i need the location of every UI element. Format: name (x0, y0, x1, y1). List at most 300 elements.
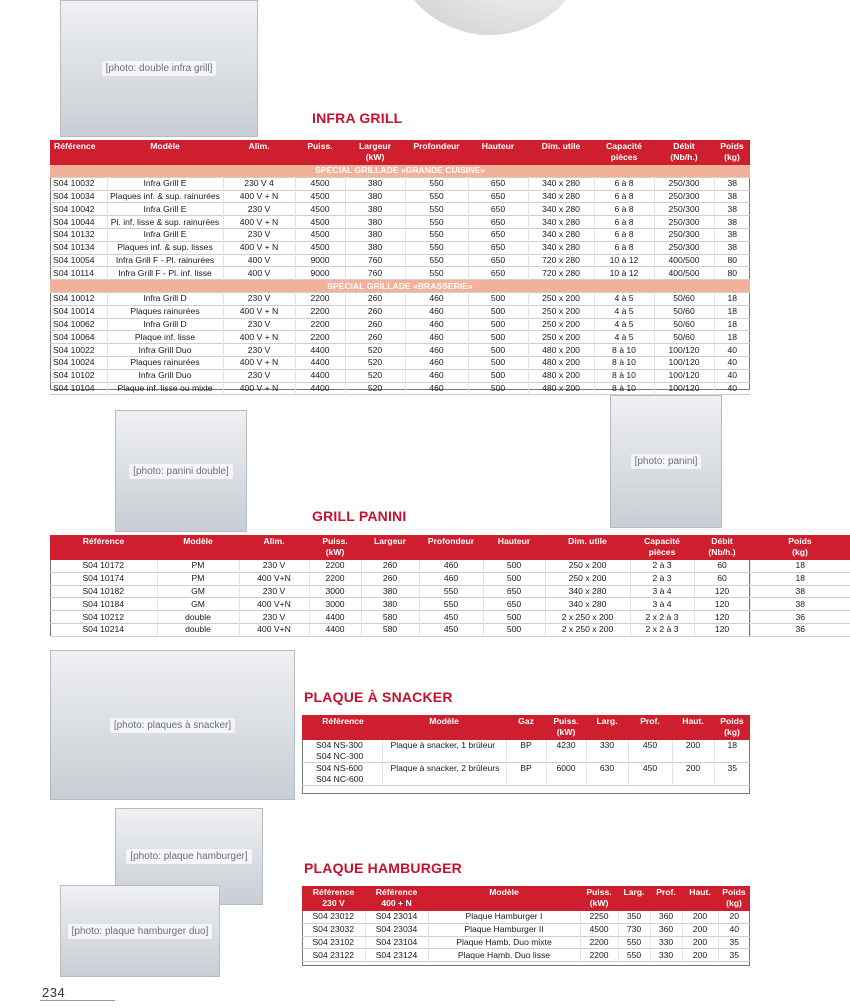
grill-panini-header-cell: Profondeur (419, 535, 483, 560)
grill-panini-cell: 2 à 3 (630, 572, 694, 585)
section-title-plaque-hamburger: PLAQUE HAMBURGER (304, 860, 462, 876)
page-number: 234 (42, 985, 66, 1000)
infra-grill-row (50, 369, 750, 382)
infra-grill-cell: 500 (468, 305, 528, 318)
plaque-snacker-reference: S04 NS-300 (316, 740, 363, 750)
grill-panini-cell: 250 x 200 (545, 572, 630, 585)
grill-panini-cell: 60 (694, 560, 750, 572)
photo-plaque-snacker: [photo: plaques à snacker] (50, 650, 295, 800)
infra-grill-row (50, 318, 750, 331)
infra-grill-cell: 480 x 200 (528, 369, 594, 382)
grill-panini-cell: 550 (419, 598, 483, 611)
infra-grill-cell: 340 x 280 (528, 177, 594, 190)
plaque-snacker-cell: 4230 (546, 740, 586, 763)
infra-grill-cell: 4400 (295, 369, 345, 382)
infra-grill-cell: 480 x 200 (528, 344, 594, 357)
plaque-snacker-ref-cell (302, 740, 382, 763)
infra-grill-cell: 650 (468, 203, 528, 216)
infra-grill-cell: 38 (727, 203, 738, 214)
infra-grill-cell: 4500 (295, 190, 345, 203)
infra-grill-cell: 230 V (223, 344, 295, 357)
plaque-hamburger-cell: 4500 (580, 923, 618, 936)
grill-panini-cell: 400 V+N (239, 598, 309, 611)
infra-grill-cell: 250 x 200 (528, 292, 594, 305)
infra-grill-cell: Plaque inf. lisse ou mixte (107, 382, 223, 395)
plaque-hamburger-cell: 550 (618, 949, 650, 962)
infra-grill-cell: 4 à 5 (594, 292, 654, 305)
plaque-snacker-model-cell: Plaque à snacker, 1 brûleur (382, 740, 506, 763)
plaque-snacker-cell: 200 (672, 763, 714, 786)
plaque-hamburger-header-cell: Modèle (428, 886, 580, 911)
plaque-hamburger-cell: 20 (729, 911, 740, 922)
plaque-hamburger-cell: 200 (682, 923, 718, 936)
infra-grill-cell: S04 10034 (50, 190, 107, 203)
subheader-brasserie (50, 280, 750, 293)
infra-grill-cell: 250/300 (654, 177, 714, 190)
infra-grill-cell: 40 (727, 357, 738, 368)
plaque-hamburger-row (302, 911, 750, 923)
grill-panini-header-cell: Débit (Nb/h.) (694, 535, 750, 560)
infra-grill-row (50, 216, 750, 229)
infra-grill-cell: 6 à 8 (594, 190, 654, 203)
infra-grill-cell: 340 x 280 (528, 228, 594, 241)
grill-panini-cell: S04 10182 (50, 585, 157, 598)
plaque-hamburger-cell: S04 23012 (302, 911, 365, 923)
infra-grill-cell: Plaque inf. lisse (107, 331, 223, 344)
infra-grill-cell: 650 (468, 228, 528, 241)
plaque-snacker-cell: 330 (586, 740, 628, 763)
infra-grill-cell: 9000 (295, 254, 345, 267)
infra-grill-cell: S04 10044 (50, 216, 107, 229)
infra-grill-cell: 720 x 280 (528, 267, 594, 280)
infra-grill-cell: 50/60 (654, 318, 714, 331)
infra-grill-row (50, 382, 750, 395)
infra-grill-cell: S04 10022 (50, 344, 107, 357)
grill-panini-cell: 2200 (309, 572, 361, 585)
plaque-hamburger-row (302, 949, 750, 962)
infra-grill-cell: 80 (727, 267, 738, 278)
infra-grill-cell: 6 à 8 (594, 203, 654, 216)
infra-grill-cell: 230 V (223, 203, 295, 216)
infra-grill-cell: 250/300 (654, 228, 714, 241)
grill-panini-cell: 120 (694, 623, 750, 636)
plaque-snacker-cell: 18 (727, 740, 738, 750)
grill-panini-cell: 400 V+N (239, 572, 309, 585)
infra-grill-cell: 4500 (295, 216, 345, 229)
plaque-snacker-table-header (302, 715, 750, 740)
plaque-snacker-model-cell: Plaque à snacker, 2 brûleurs (382, 763, 506, 786)
grill-panini-cell: 580 (361, 611, 419, 624)
infra-grill-cell: 18 (727, 331, 738, 342)
grill-panini-cell: 400 V+N (239, 623, 309, 636)
infra-grill-cell: Infra Grill F - Pl. rainurées (107, 254, 223, 267)
infra-grill-cell: 520 (345, 382, 405, 395)
infra-grill-cell: Infra Grill E (107, 177, 223, 190)
infra-grill-row (50, 331, 750, 344)
plaque-snacker-header-cell: Puiss. (kW) (546, 715, 586, 740)
plaque-hamburger-cell: 2200 (580, 936, 618, 949)
infra-grill-header-cell: Référence (50, 140, 107, 165)
infra-grill-cell: 500 (468, 382, 528, 395)
infra-grill-cell: 400/500 (654, 254, 714, 267)
plaque-snacker-header-cell: Haut. (672, 715, 714, 740)
plaque-hamburger-cell: 330 (650, 936, 682, 949)
grill-panini-row (50, 598, 850, 611)
infra-grill-cell: 460 (405, 305, 468, 318)
infra-grill-cell: 250/300 (654, 216, 714, 229)
infra-grill-header-cell: Poids (kg) (714, 140, 750, 165)
infra-grill-cell: 10 à 12 (594, 254, 654, 267)
section-title-plaque-snacker: PLAQUE À SNACKER (304, 689, 453, 705)
grill-panini-cell: S04 10184 (50, 598, 157, 611)
plaque-hamburger-header-cell: Référence 230 V (302, 886, 365, 911)
infra-grill-cell: 38 (727, 178, 738, 189)
plaque-snacker-reference: S04 NC-600 (316, 774, 364, 784)
infra-grill-cell: 230 V 4 (223, 177, 295, 190)
plaque-snacker-table-body (302, 740, 750, 786)
subheader-grande-cuisine (50, 165, 750, 177)
plaque-hamburger-cell: 35 (729, 949, 740, 960)
infra-grill-cell: 500 (468, 331, 528, 344)
infra-grill-cell: 8 à 10 (594, 356, 654, 369)
plaque-snacker-cell: 450 (628, 740, 672, 763)
infra-grill-cell: 480 x 200 (528, 356, 594, 369)
plaque-snacker-cell: 35 (727, 763, 738, 773)
infra-grill-cell: 50/60 (654, 305, 714, 318)
infra-grill-header-cell: Largeur (kW) (345, 140, 405, 165)
infra-grill-cell: 650 (468, 241, 528, 254)
plaque-snacker-reference: S04 NC-300 (316, 751, 364, 761)
plaque-hamburger-table (302, 886, 750, 962)
infra-grill-cell: 400 V + N (223, 216, 295, 229)
infra-grill-cell: 50/60 (654, 292, 714, 305)
infra-grill-cell: 250 x 200 (528, 305, 594, 318)
grill-panini-cell: 250 x 200 (545, 560, 630, 572)
infra-grill-row (50, 344, 750, 357)
grill-panini-header-cell: Dim. utile (545, 535, 630, 560)
infra-grill-cell: S04 10102 (50, 369, 107, 382)
infra-grill-cell: 650 (468, 267, 528, 280)
infra-grill-cell: 80 (727, 254, 738, 265)
infra-grill-cell: 8 à 10 (594, 382, 654, 395)
infra-grill-cell: 380 (345, 203, 405, 216)
plaque-hamburger-cell: S04 23034 (365, 923, 428, 936)
infra-grill-cell: 400 V + N (223, 241, 295, 254)
plaque-snacker-table (302, 715, 750, 786)
infra-grill-cell: 40 (727, 370, 738, 381)
infra-grill-cell: S04 10042 (50, 203, 107, 216)
infra-grill-cell: 4 à 5 (594, 305, 654, 318)
plaque-hamburger-cell: 730 (618, 923, 650, 936)
infra-grill-cell: 4400 (295, 344, 345, 357)
grill-panini-cell: 500 (483, 560, 545, 572)
grill-panini-header-cell: Capacité pièces (630, 535, 694, 560)
page-number-rule (40, 1000, 115, 1001)
plaque-hamburger-cell: S04 23124 (365, 949, 428, 962)
infra-grill-cell: 550 (405, 254, 468, 267)
plaque-hamburger-header-cell: Puiss. (kW) (580, 886, 618, 911)
plaque-snacker-header-cell: Référence (302, 715, 382, 740)
infra-grill-cell: 230 V (223, 318, 295, 331)
infra-grill-cell: S04 10024 (50, 356, 107, 369)
infra-grill-cell: 18 (727, 306, 738, 317)
infra-grill-row (50, 292, 750, 305)
infra-grill-cell: 4500 (295, 241, 345, 254)
infra-grill-cell: 340 x 280 (528, 203, 594, 216)
infra-grill-cell: 250/300 (654, 190, 714, 203)
infra-grill-cell: S04 10032 (50, 177, 107, 190)
infra-grill-cell: 550 (405, 190, 468, 203)
photo-plaque-hamburger-bottom: [photo: plaque hamburger duo] (60, 885, 220, 977)
infra-grill-cell: Infra Grill D (107, 318, 223, 331)
infra-grill-cell: S04 10014 (50, 305, 107, 318)
infra-grill-cell: 400 V + N (223, 382, 295, 395)
section-title-infra-grill: INFRA GRILL (312, 110, 403, 126)
grill-panini-cell: 230 V (239, 585, 309, 598)
infra-grill-cell: 380 (345, 190, 405, 203)
grill-panini-header-cell: Référence (50, 535, 157, 560)
infra-grill-cell: 6 à 8 (594, 216, 654, 229)
infra-grill-cell: 10 à 12 (594, 267, 654, 280)
grill-panini-cell: PM (157, 572, 239, 585)
grill-panini-row (50, 585, 850, 598)
infra-grill-cell: Infra Grill Duo (107, 344, 223, 357)
grill-panini-cell: S04 10174 (50, 572, 157, 585)
infra-grill-cell: Pl. inf. lisse & sup. rainurées (107, 216, 223, 229)
infra-grill-cell: 2200 (295, 292, 345, 305)
grill-panini-cell: 260 (361, 572, 419, 585)
plaque-snacker-cell: 630 (586, 763, 628, 786)
infra-grill-cell: Plaques inf. & sup. rainurées (107, 190, 223, 203)
plaque-snacker-header-cell: Modèle (382, 715, 506, 740)
plaque-hamburger-header-cell: Larg. (618, 886, 650, 911)
grill-panini-cell: 580 (361, 623, 419, 636)
infra-grill-table (50, 140, 750, 395)
grill-panini-row (50, 623, 850, 636)
grill-panini-cell: 260 (361, 560, 419, 572)
grill-panini-cell: 500 (483, 572, 545, 585)
infra-grill-cell: 460 (405, 382, 468, 395)
grill-panini-cell: double (157, 611, 239, 624)
infra-grill-cell: 380 (345, 228, 405, 241)
infra-grill-cell: 2200 (295, 318, 345, 331)
infra-grill-cell: 6 à 8 (594, 241, 654, 254)
grill-panini-cell: 230 V (239, 611, 309, 624)
infra-grill-cell: S04 10104 (50, 382, 107, 395)
grill-panini-cell: 38 (795, 585, 806, 596)
infra-grill-cell: 400 V (223, 254, 295, 267)
plaque-snacker-cell: BP (506, 763, 546, 786)
grill-panini-row (50, 611, 850, 624)
grill-panini-cell: 4400 (309, 611, 361, 624)
infra-grill-cell: 38 (727, 190, 738, 201)
infra-grill-table-body (50, 165, 750, 395)
infra-grill-cell: 2200 (295, 331, 345, 344)
plaque-snacker-row (302, 763, 750, 786)
infra-grill-cell: 550 (405, 228, 468, 241)
grill-panini-cell: 120 (694, 598, 750, 611)
infra-grill-cell: 380 (345, 177, 405, 190)
plaque-hamburger-header-cell: Haut. (682, 886, 718, 911)
plaque-hamburger-cell: 350 (618, 911, 650, 923)
infra-grill-cell: 18 (727, 293, 738, 304)
grill-panini-cell: double (157, 623, 239, 636)
grill-panini-table-header (50, 535, 850, 560)
grill-panini-cell: 38 (795, 598, 806, 609)
plaque-hamburger-cell: 200 (682, 949, 718, 962)
infra-grill-header-cell: Hauteur (468, 140, 528, 165)
grill-panini-cell: 2 x 250 x 200 (545, 611, 630, 624)
infra-grill-cell: 250 x 200 (528, 331, 594, 344)
plaque-hamburger-header-cell: Référence 400 + N (365, 886, 428, 911)
infra-grill-cell: Plaques inf. & sup. lisses (107, 241, 223, 254)
grill-panini-cell: 2 x 2 à 3 (630, 611, 694, 624)
infra-grill-cell: 2200 (295, 305, 345, 318)
infra-grill-cell: S04 10132 (50, 228, 107, 241)
infra-grill-cell: S04 10012 (50, 292, 107, 305)
plaque-snacker-header-cell: Larg. (586, 715, 628, 740)
grill-panini-cell: 120 (694, 585, 750, 598)
infra-grill-cell: 100/120 (654, 344, 714, 357)
grill-panini-cell: 3000 (309, 585, 361, 598)
infra-grill-cell: 340 x 280 (528, 241, 594, 254)
grill-panini-row (50, 560, 850, 572)
infra-grill-cell: 230 V (223, 292, 295, 305)
plaque-snacker-cell: 450 (628, 763, 672, 786)
infra-grill-cell: 100/120 (654, 382, 714, 395)
infra-grill-cell: 460 (405, 292, 468, 305)
grill-panini-table (50, 535, 850, 637)
infra-grill-header-cell: Dim. utile (528, 140, 594, 165)
section-title-grill-panini: GRILL PANINI (312, 508, 407, 524)
grill-panini-header-cell: Poids (kg) (750, 535, 850, 560)
infra-grill-cell: 260 (345, 318, 405, 331)
infra-grill-cell: Infra Grill F - Pl. inf. lisse (107, 267, 223, 280)
infra-grill-row (50, 203, 750, 216)
infra-grill-cell: 650 (468, 177, 528, 190)
infra-grill-cell: 380 (345, 241, 405, 254)
grill-panini-row (50, 572, 850, 585)
plaque-hamburger-cell: 2200 (580, 949, 618, 962)
grill-panini-cell: 340 x 280 (545, 598, 630, 611)
plaque-snacker-header-cell: Prof. (628, 715, 672, 740)
infra-grill-cell: 18 (727, 318, 738, 329)
infra-grill-cell: 4400 (295, 382, 345, 395)
grill-panini-cell: GM (157, 585, 239, 598)
infra-grill-cell: 650 (468, 216, 528, 229)
grill-panini-header-cell: Largeur (361, 535, 419, 560)
infra-grill-cell: S04 10114 (50, 267, 107, 280)
infra-grill-cell: 8 à 10 (594, 369, 654, 382)
grill-panini-cell: S04 10212 (50, 611, 157, 624)
grill-panini-cell: 550 (419, 585, 483, 598)
grill-panini-cell: S04 10214 (50, 623, 157, 636)
grill-panini-cell: S04 10172 (50, 560, 157, 572)
photo-plaque-hamburger-top: [photo: plaque hamburger] (115, 808, 263, 905)
infra-grill-cell: 550 (405, 241, 468, 254)
grill-panini-cell: 380 (361, 598, 419, 611)
infra-grill-cell: 650 (468, 190, 528, 203)
infra-grill-cell: 40 (727, 344, 738, 355)
infra-grill-cell: 460 (405, 331, 468, 344)
infra-grill-row (50, 177, 750, 190)
infra-grill-cell: 38 (727, 216, 738, 227)
infra-grill-cell: 340 x 280 (528, 190, 594, 203)
infra-grill-cell: 40 (727, 382, 738, 393)
infra-grill-cell: 500 (468, 292, 528, 305)
infra-grill-cell: 500 (468, 369, 528, 382)
grill-panini-cell: 2 x 2 à 3 (630, 623, 694, 636)
infra-grill-cell: 100/120 (654, 356, 714, 369)
plaque-snacker-cell: BP (506, 740, 546, 763)
infra-grill-cell: 460 (405, 369, 468, 382)
plaque-snacker-reference: S04 NS-600 (316, 763, 363, 773)
grill-panini-cell: 3 à 4 (630, 598, 694, 611)
plaque-hamburger-cell: S04 23102 (302, 936, 365, 949)
infra-grill-cell: 400/500 (654, 267, 714, 280)
plaque-hamburger-row (302, 923, 750, 936)
grill-panini-cell: 450 (419, 611, 483, 624)
plaque-hamburger-cell: Plaque Hamb. Duo mixte (428, 936, 580, 949)
infra-grill-cell: 380 (345, 216, 405, 229)
infra-grill-cell: 8 à 10 (594, 344, 654, 357)
infra-grill-cell: 4400 (295, 356, 345, 369)
plaque-hamburger-cell: 200 (682, 936, 718, 949)
plaque-hamburger-cell: Plaque Hamburger I (428, 911, 580, 923)
infra-grill-cell: Infra Grill Duo (107, 369, 223, 382)
plaque-hamburger-cell: Plaque Hamb. Duo lisse (428, 949, 580, 962)
infra-grill-cell: 520 (345, 344, 405, 357)
infra-grill-cell: 400 V + N (223, 190, 295, 203)
grill-panini-cell: 650 (483, 598, 545, 611)
grill-panini-header-cell: Modèle (157, 535, 239, 560)
infra-grill-cell: 260 (345, 331, 405, 344)
plaque-hamburger-cell: S04 23032 (302, 923, 365, 936)
infra-grill-cell: 250/300 (654, 241, 714, 254)
infra-grill-cell: Plaques rainurées (107, 305, 223, 318)
infra-grill-cell: 480 x 200 (528, 382, 594, 395)
subheader-brasserie-label: SPÉCIAL GRILLADE «BRASSERIE» (50, 280, 750, 293)
grill-panini-cell: GM (157, 598, 239, 611)
infra-grill-header-cell: Puiss. (295, 140, 345, 165)
infra-grill-cell: S04 10054 (50, 254, 107, 267)
grill-panini-cell: 340 x 280 (545, 585, 630, 598)
plaque-hamburger-cell: 360 (650, 911, 682, 923)
grill-panini-cell: 2 x 250 x 200 (545, 623, 630, 636)
plaque-hamburger-row (302, 936, 750, 949)
grill-panini-header-cell: Puiss. (kW) (309, 535, 361, 560)
infra-grill-cell: 38 (727, 229, 738, 240)
infra-grill-cell: 250/300 (654, 203, 714, 216)
plaque-hamburger-cell: S04 23014 (365, 911, 428, 923)
grill-panini-cell: 450 (419, 623, 483, 636)
grill-panini-cell: 460 (419, 572, 483, 585)
grill-panini-cell: 230 V (239, 560, 309, 572)
infra-grill-cell: 400 V (223, 267, 295, 280)
infra-grill-cell: 4500 (295, 228, 345, 241)
infra-grill-cell: 6 à 8 (594, 177, 654, 190)
infra-grill-cell: 250 x 200 (528, 318, 594, 331)
grill-panini-cell: PM (157, 560, 239, 572)
grill-panini-cell: 60 (694, 572, 750, 585)
grill-panini-cell: 18 (795, 573, 806, 584)
plaque-hamburger-cell: 200 (682, 911, 718, 923)
plaque-hamburger-cell: 2250 (580, 911, 618, 923)
plaque-snacker-header-cell: Gaz (506, 715, 546, 740)
infra-grill-cell: 500 (468, 318, 528, 331)
infra-grill-cell: 9000 (295, 267, 345, 280)
infra-grill-row (50, 241, 750, 254)
